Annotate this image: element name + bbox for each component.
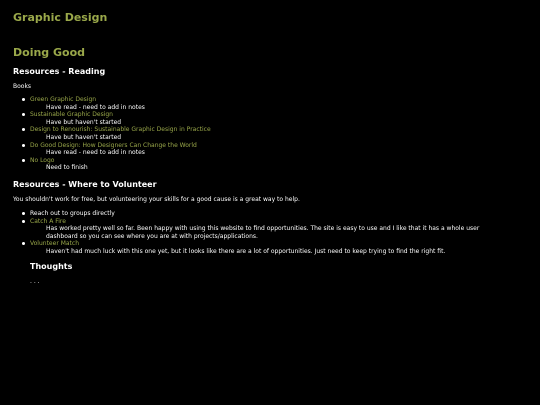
bullet-icon	[22, 128, 25, 131]
book-note: Have but haven't started	[46, 133, 122, 141]
volunteer-link-volunteer-match[interactable]: Volunteer Match	[30, 240, 79, 248]
book-link-no-logo[interactable]: No Logo	[30, 156, 55, 164]
list-item	[13, 126, 211, 141]
section-title: Doing Good	[13, 46, 86, 59]
book-link-design-to-renourish[interactable]: Design to Renourish: Sustainable Graphic Design in Practice	[30, 126, 211, 134]
book-link-do-good-design[interactable]: Do Good Design: How Designers Can Change the World	[30, 141, 197, 149]
volunteer-item-reach-out: Reach out to groups directly	[30, 210, 115, 217]
list-item	[13, 210, 486, 218]
list-item	[13, 111, 211, 126]
books-label: Books	[13, 83, 32, 90]
list-item	[13, 218, 486, 241]
book-note: Have read - need to add in notes	[46, 103, 145, 111]
volunteer-heading: Resources - Where to Volunteer	[13, 180, 157, 189]
volunteer-intro: You shouldn't work for free, but volunteering your skills for a good cause is a great way to help.	[13, 196, 300, 203]
thoughts-heading: Thoughts	[30, 262, 73, 271]
volunteer-link-catch-a-fire[interactable]: Catch A Fire	[30, 217, 66, 225]
volunteer-note: Haven't had much luck with this one yet, but it looks like there are a lot of opportunities. Just need to keep trying to find the right fit.	[46, 247, 446, 255]
volunteer-list	[13, 210, 486, 256]
reading-list	[13, 96, 211, 172]
bullet-icon	[22, 242, 25, 245]
reading-heading: Resources - Reading	[13, 67, 106, 76]
book-note: Have but haven't started	[46, 118, 122, 126]
bullet-icon	[22, 144, 25, 147]
site-title[interactable]: Graphic Design	[13, 11, 108, 24]
volunteer-note: Has worked pretty well so far. Been happy with using this website to find opportunities. The site is easy to use and I like that it has a whole user dashboard so you can see where you are at with projects/applications.	[46, 225, 480, 240]
book-note: Have read - need to add in notes	[46, 149, 145, 157]
book-note: Need to finish	[46, 164, 88, 172]
book-link-sustainable-graphic-design[interactable]: Sustainable Graphic Design	[30, 111, 113, 119]
list-item	[13, 157, 211, 172]
bullet-icon	[22, 113, 25, 116]
bullet-icon	[22, 220, 25, 223]
thoughts-text: . . .	[30, 278, 40, 285]
bullet-icon	[22, 159, 25, 162]
list-item	[13, 96, 211, 111]
bullet-icon	[22, 212, 25, 215]
bullet-icon	[22, 98, 25, 101]
list-item	[13, 240, 486, 255]
book-link-green-graphic-design[interactable]: Green Graphic Design	[30, 96, 97, 103]
list-item	[13, 142, 211, 157]
